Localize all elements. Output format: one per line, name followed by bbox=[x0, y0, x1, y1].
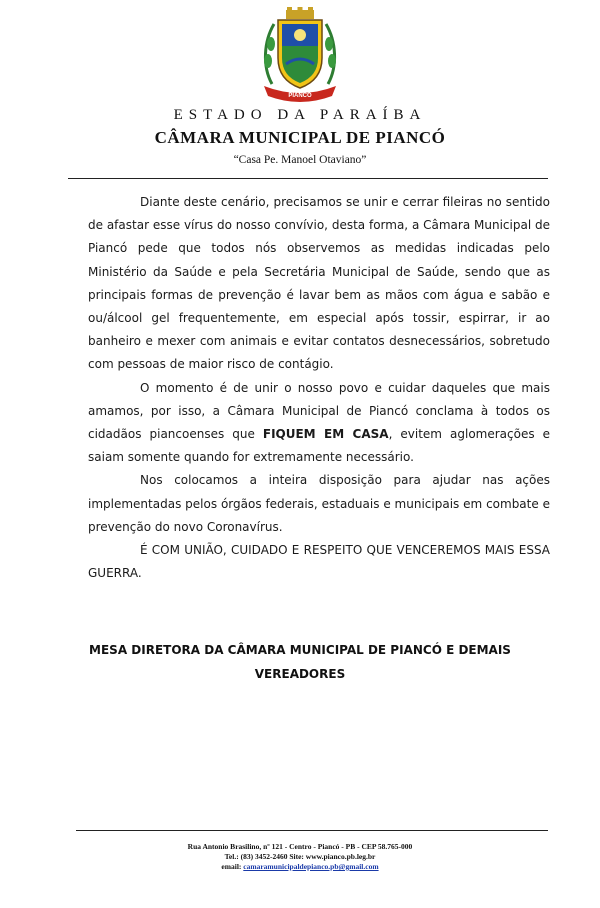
signature-block bbox=[60, 638, 540, 686]
paragraph-1: Diante deste cenário, precisamos se unir e cerrar fileiras no sentido de afastar esse vírus do nosso convívio, desta forma, a Câmara Municipal de Piancó pede que todos nós observemos as medidas indicadas pelo Ministério da Saúde e pela Secretária Municipal de Saúde, sendo que as principais formas de prevenção é lavar bem as mãos com água e sabão e ou/álcool gel frequentemente, em especial após tossir, espirrar, ir ao banheiro e mexer com animais e evitar contatos desnecessários, sobretudo com pessoas de maior risco de contágio. bbox=[88, 195, 550, 372]
paragraph-2-text-end: , evitem aglomerações e saiam somente quando for extremamente necessário. bbox=[88, 427, 550, 465]
footer-email-line bbox=[0, 862, 600, 872]
signature-line-2: VEREADORES bbox=[254, 667, 346, 681]
paragraph-2 bbox=[88, 377, 550, 470]
house-name: “Casa Pe. Manoel Otaviano” bbox=[233, 154, 367, 166]
paragraph-2-text: O momento é de unir o nosso povo e cuidar daqueles que mais amamos, por isso, a Câmara Municipal de Piancó conclama à todos os cidadãos piancoenses que bbox=[88, 380, 550, 442]
footer-address: Rua Antonio Brasilino, nº 121 - Centro - Piancó - PB - CEP 58.765-000 bbox=[187, 842, 413, 851]
stay-home-emphasis: FIQUEM EM CASA bbox=[262, 427, 389, 442]
footer-email-label: email: bbox=[221, 862, 244, 871]
chamber-name: CÂMARA MUNICIPAL DE PIANCÓ bbox=[154, 128, 446, 147]
footer bbox=[0, 842, 600, 872]
paragraph-4: É COM UNIÃO, CUIDADO E RESPEITO QUE VENCEREMOS MAIS ESSA GUERRA. bbox=[88, 543, 550, 581]
letter-body bbox=[88, 191, 550, 585]
footer-divider bbox=[76, 830, 548, 831]
crest-ribbon-text: PIANCÓ bbox=[288, 93, 312, 99]
paragraph-3: Nos colocamos a inteira disposição para ajudar nas ações implementadas pelos órgãos federais, estaduais e municipais em combate e prevenção do novo Coronavírus. bbox=[88, 473, 550, 534]
header-divider bbox=[68, 178, 548, 179]
footer-contact: Tel.: (83) 3452-2460 Site: www.pianco.pb.leg.br bbox=[224, 852, 376, 861]
footer-email-link[interactable]: camaramunicipaldepianco.pb@gmail.com bbox=[243, 862, 379, 871]
signature-line-1: MESA DIRETORA DA CÂMARA MUNICIPAL DE PIANCÓ E DEMAIS bbox=[89, 643, 511, 657]
state-name: ESTADO DA PARAÍBA bbox=[173, 107, 427, 123]
municipal-crest-icon bbox=[258, 6, 342, 104]
